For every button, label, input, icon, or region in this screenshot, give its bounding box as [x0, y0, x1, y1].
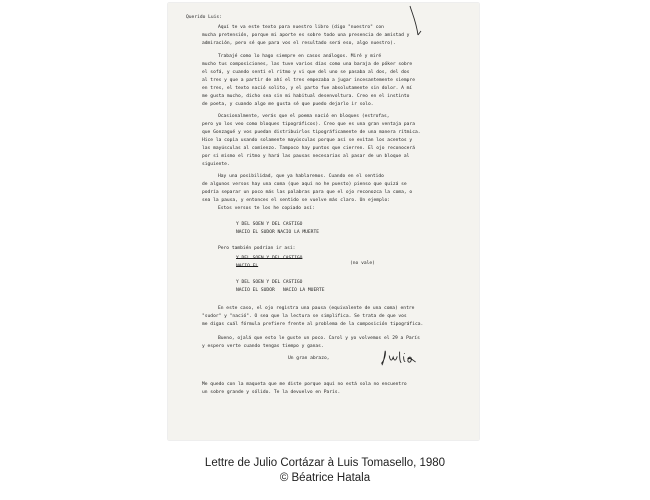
- handwritten-signature: [378, 349, 418, 367]
- letter-line: podría separar un poco más las palabras para que el ojo reconozca la coma, o: [202, 190, 413, 195]
- postscript-line: un sobre grande y sólido. Te la devuelvo en París.: [202, 390, 341, 395]
- letter-line: Trabajé como lo hago siempre en casos análogos. Miré y miré: [218, 54, 382, 59]
- letter-line: el sofá, y cuando sentí el ritmo y vi que del uno se pasaba al dos, del dos: [202, 70, 410, 75]
- letter-line: que Gonzagué y vos puedan distribuirlos tipográficamente de una manera rítmica.: [202, 130, 421, 135]
- struck-verse-line: Y DEL SOEN Y DEL CASTIGO: [236, 256, 303, 261]
- letter-page: [168, 3, 479, 440]
- letter-line: por sí mismo el ritmo y hará las pausas necesarias al pasar de un bloque al: [202, 154, 410, 159]
- letter-line: Estos versos te los he copiado así:: [218, 206, 315, 211]
- letter-line: Hice la copia usando solamente mayúsculas porque así se evitan los acentos y: [202, 138, 413, 143]
- verse-line: NACIO EL SUDOR NACIO LA MUERTE: [236, 288, 325, 293]
- postscript-line: Me quedo con la maqueta que me diste porque aquí no está sola no encuentro: [202, 382, 407, 387]
- letter-line: Ocasionalmente, verás que el poema nació en bloques (estrofas,: [218, 114, 390, 119]
- letter-line: mucho tus composiciones, las tuve varios días como una baraja de póker sobre: [202, 62, 413, 67]
- image-caption-line2: © Béatrice Hatala: [279, 472, 371, 484]
- letter-line: y espero verte cuando tengas tiempo y ganas.: [202, 344, 324, 349]
- image-caption-line1: Lettre de Julio Cortázar à Luis Tomasello, 1980: [204, 457, 446, 469]
- letter-line: las mayúsculas al comienzo. Tampoco hay puntos que cierren. El ojo reconocerá: [202, 146, 415, 151]
- letter-line: Hay una posibilidad, que ya hablaremos. Cuando en el sentido: [218, 174, 384, 179]
- letter-line: siguiente.: [202, 162, 230, 167]
- letter-line: "sudor" y "nació". O sea que la lectura se simplifica. Se trata de que vos: [202, 314, 407, 319]
- verse-line: NACIO EL SUDOR NACIO LA MUERTE: [236, 230, 319, 235]
- letter-line: al tres y que a partir de ahí el tres empezaba a jugar incesantemente siempre: [202, 78, 415, 83]
- sign-off: Un gran abrazo,: [288, 356, 330, 361]
- letter-line: me digas cuál fórmula prefiere frente al problema de la composición tipográfica.: [202, 322, 424, 327]
- ink-mark-top-right: [406, 5, 426, 39]
- typewritten-letter: [168, 3, 479, 395]
- letter-line: En este caso, el ojo registra una pausa (equivalente de una coma) entre: [218, 306, 415, 311]
- letter-line: de poeta, y cuando algo me gusta sé que puedo dejarlo ir solo.: [202, 102, 374, 107]
- letter-line: me gusta mucho, dicho sea sin mi habitual desenvoltura. Creo en el instinto: [202, 94, 410, 99]
- salutation: Querido Luis:: [186, 15, 222, 20]
- letter-line: en tres, el texto nació solito, y el parto fue absolutamente sin dolor. A mí: [202, 86, 413, 91]
- letter-line: mucha pretensión, porque mi aporte es sobre todo una presencia de amistad y: [202, 33, 410, 38]
- letter-line: de algunos versos hay una coma (que aquí no he puesto) pienso que quizá se: [202, 182, 407, 187]
- letter-line: admiración, pero sé que para vos el resultado será eso, algo nuestro).: [202, 41, 396, 46]
- verse-line: Y DEL SOEN Y DEL CASTIGO: [236, 280, 303, 285]
- struck-verse-line: NACIO EL: [236, 264, 259, 269]
- letter-line: sea la pausa, y entonces el sentido se vuelve más claro. Un ejemplo:: [202, 198, 391, 203]
- letter-line: Bueno, ojalá que esto le guste un poco. Carol y yo volvemos el 29 a París: [218, 336, 420, 341]
- verse-line: Y DEL SOEN Y DEL CASTIGO: [236, 222, 303, 227]
- letter-line: Pero también podrían ir así:: [218, 246, 296, 251]
- letter-line: Aquí te va este texto para nuestro libro (digo "nuestro" con: [218, 25, 384, 30]
- no-vale-note: (no vale): [350, 261, 375, 266]
- letter-line: pero yo los veo como bloques tipográficos). Creo que es una gran ventaja para: [202, 122, 415, 127]
